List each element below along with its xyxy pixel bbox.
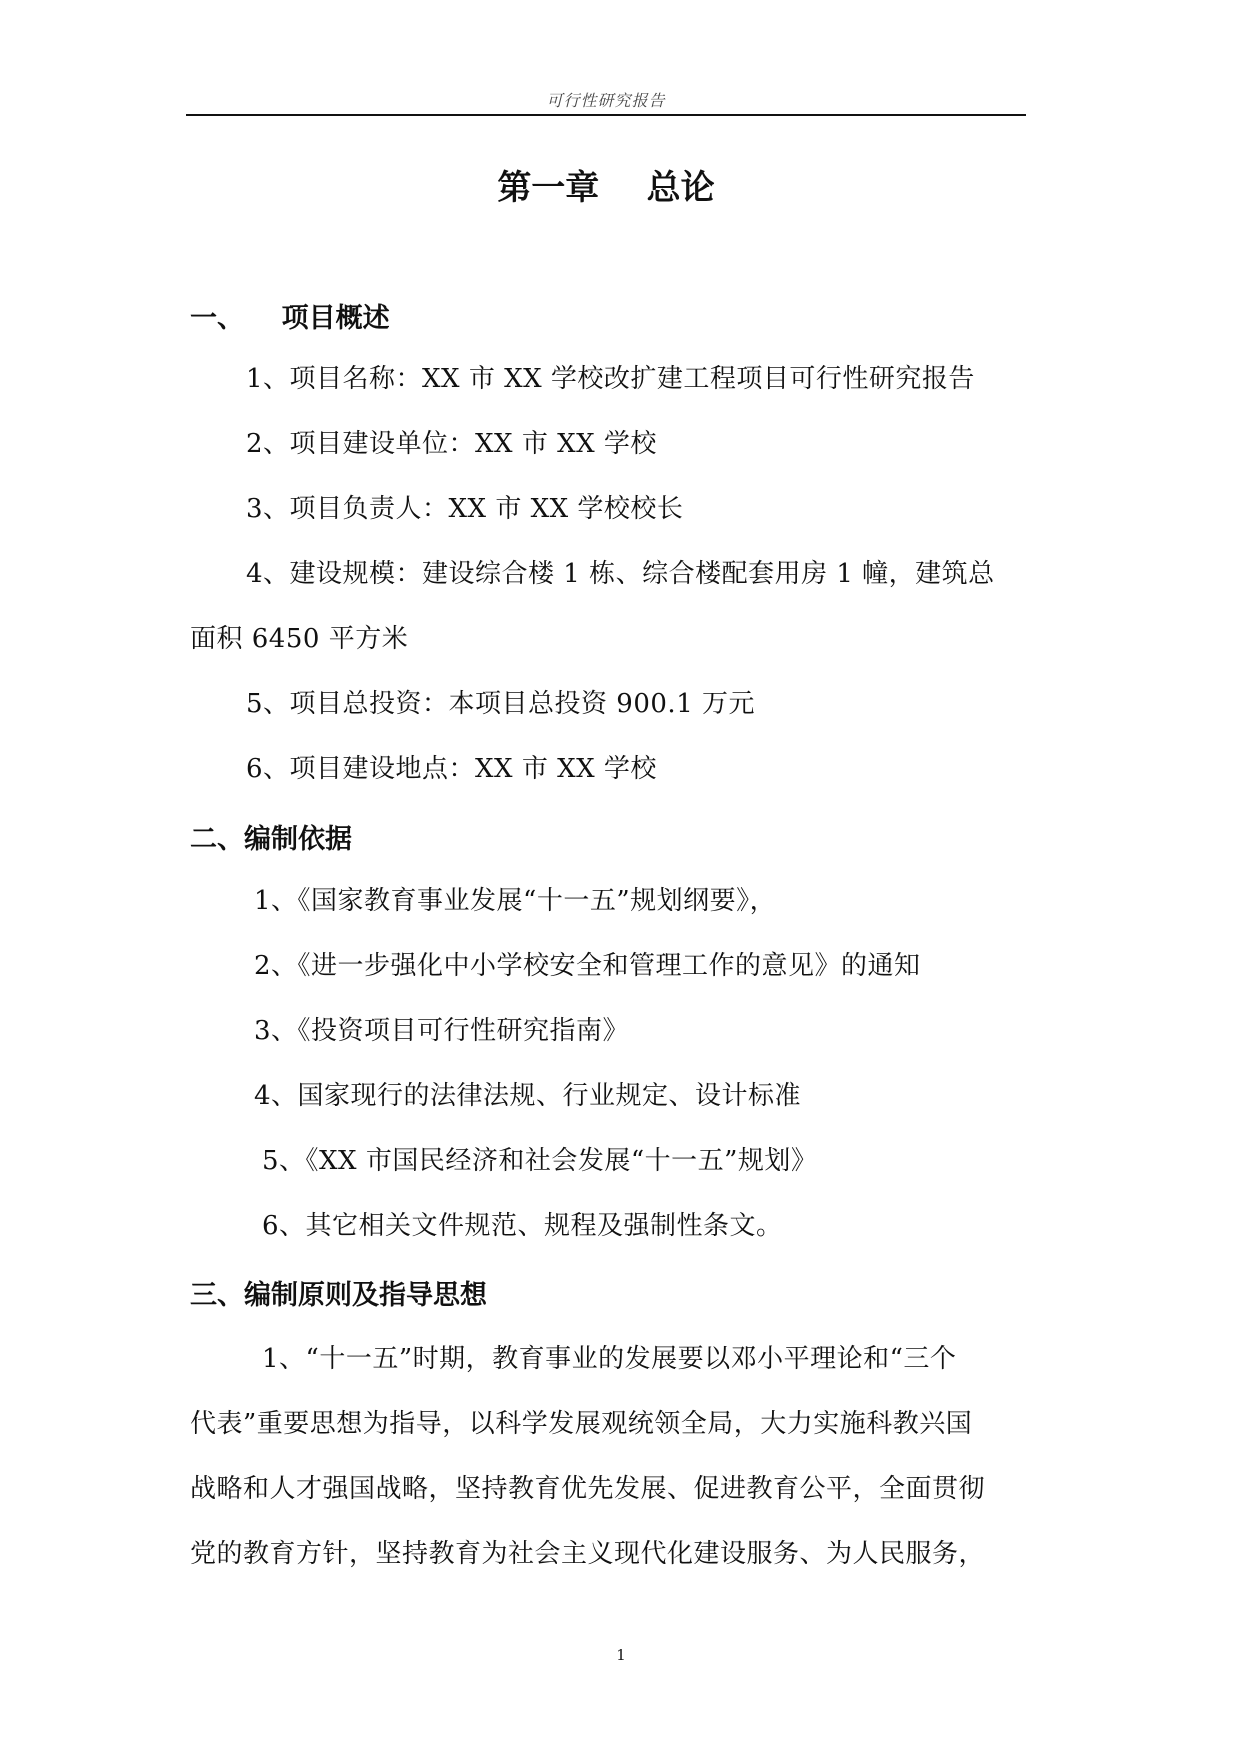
- running-header: 可行性研究报告: [546, 91, 666, 110]
- basis-item-5: 5、《XX 市国民经济和社会发展“十一五”规划》: [262, 1146, 818, 1176]
- overview-item-investment: 5、项目总投资：本项目总投资 900.1 万元: [246, 689, 756, 719]
- principles-paragraph-line-4: 党的教育方针，坚持教育为社会主义现代化建设服务、为人民服务，: [190, 1539, 986, 1569]
- page-number: 1: [616, 1646, 626, 1664]
- basis-item-1: 1、《国家教育事业发展“十一五”规划纲要》，: [254, 886, 777, 916]
- principles-paragraph-line-3: 战略和人才强国战略，坚持教育优先发展、促进教育公平，全面贯彻: [190, 1474, 986, 1504]
- basis-item-4: 4、国家现行的法律法规、行业规定、设计标准: [254, 1081, 802, 1111]
- header-rule: [186, 114, 1026, 116]
- overview-item-builder: 2、项目建设单位：XX 市 XX 学校: [246, 429, 657, 459]
- section-heading-overview: 一、 项目概述: [190, 303, 390, 334]
- overview-item-project-name: 1、项目名称：XX 市 XX 学校改扩建工程项目可行性研究报告: [246, 364, 975, 394]
- section-heading-basis: 二、编制依据: [190, 824, 352, 855]
- section-heading-principles: 三、编制原则及指导思想: [190, 1280, 487, 1311]
- overview-item-owner: 3、项目负责人：XX 市 XX 学校校长: [246, 494, 684, 524]
- principles-paragraph-line-2: 代表”重要思想为指导，以科学发展观统领全局，大力实施科教兴国: [190, 1409, 973, 1439]
- basis-item-2: 2、《进一步强化中小学校安全和管理工作的意见》的通知: [254, 951, 921, 981]
- overview-item-scale: 4、建设规模：建设综合楼 1 栋、综合楼配套用房 1 幢，建筑总: [246, 559, 995, 589]
- basis-item-6: 6、其它相关文件规范、规程及强制性条文。: [262, 1211, 783, 1241]
- principles-paragraph-line-1: 1、“十一五”时期，教育事业的发展要以邓小平理论和“三个: [262, 1344, 957, 1374]
- basis-item-3: 3、《投资项目可行性研究指南》: [254, 1016, 630, 1046]
- overview-item-location: 6、项目建设地点：XX 市 XX 学校: [246, 754, 657, 784]
- chapter-title: 第一章 总论: [497, 168, 715, 208]
- overview-item-scale-continued: 面积 6450 平方米: [190, 624, 409, 654]
